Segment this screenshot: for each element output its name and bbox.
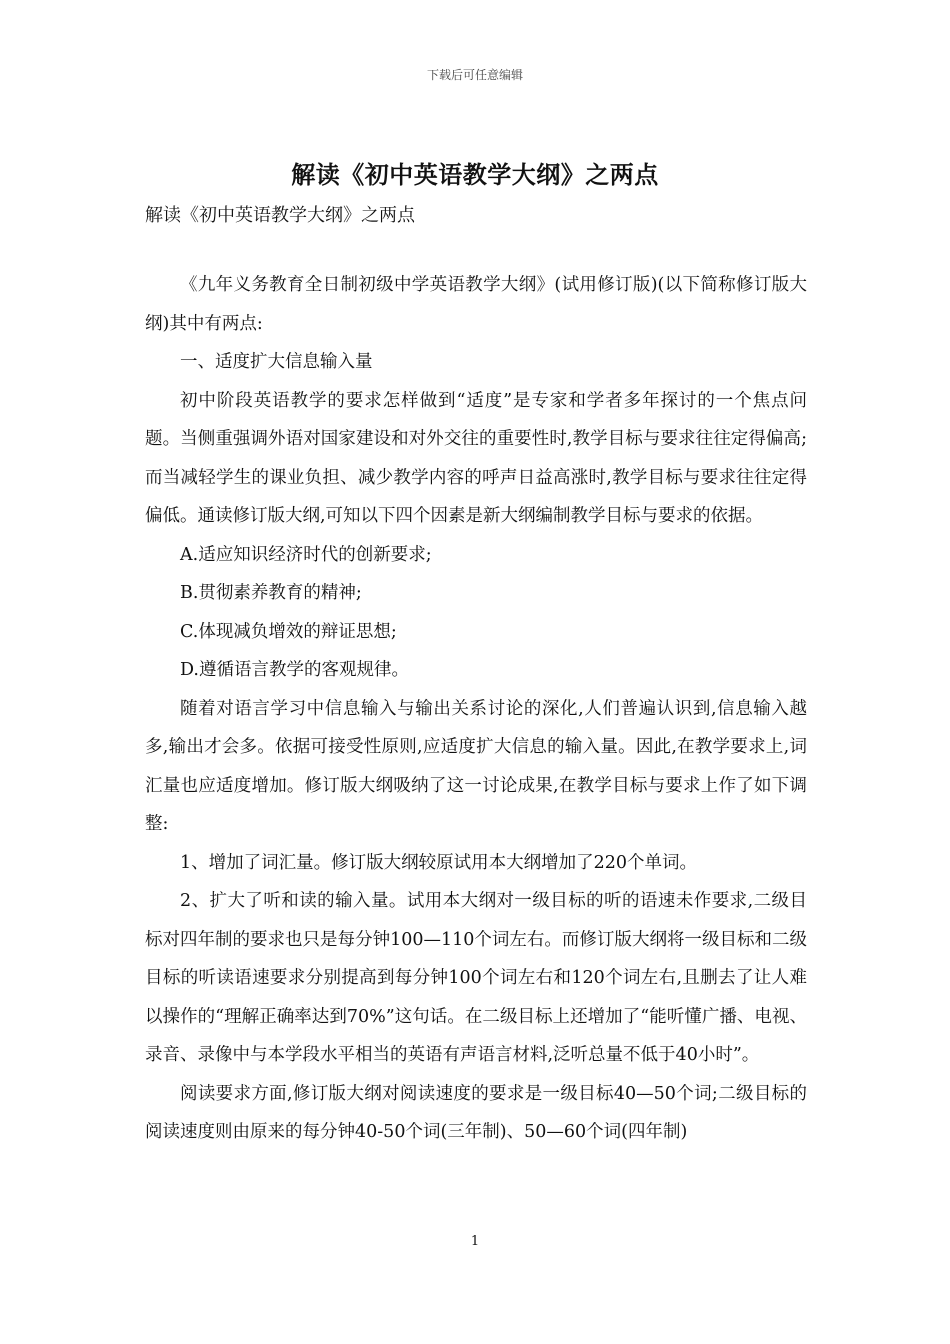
page-number: 1 [470,1234,480,1249]
paragraph: 阅读要求方面,修订版大纲对阅读速度的要求是一级目标40—50个词;二级目标的阅读速度则由原来的每分钟40-50个词(三年制)、50—60个词(四年制) [145,1083,807,1142]
numbered-item-2: 2、扩大了听和读的输入量。试用本大纲对一级目标的听的语速未作要求,二级目标对四年制的要求也只是每分钟100—110个词左右。而修订版大纲将一级目标和二级目标的听读语速要求分别提高到每分钟100个词左右和120个词左右,且删去了让人难以操作的“理解正确率达到70%”这句话。在二级目标上还增加了“能听懂广播、电视、录音、录像中与本学段水平相当的英语有声语言材料,泛听总量不低于40小时”。 [145,891,807,1065]
section-heading-1: 一、适度扩大信息输入量 [180,352,373,372]
document-title: 解读《初中英语教学大纲》之两点 [291,160,659,189]
list-item-a: A.适应知识经济时代的创新要求; [180,544,432,565]
page-header-note: 下载后可任意编辑 [426,68,523,82]
paragraph-intro: 《九年义务教育全日制初级中学英语教学大纲》(试用修订版)(以下简称修订版大纲)其中有两点: [145,275,807,334]
list-item-c: C.体现减负增效的辩证思想; [180,621,397,642]
document-subtitle: 解读《初中英语教学大纲》之两点 [145,205,415,226]
list-item-b: B.贯彻素养教育的精神; [180,583,362,603]
numbered-item-1: 1、增加了词汇量。修订版大纲较原试用本大纲增加了220个单词。 [180,852,698,873]
document-body [145,266,807,1152]
paragraph: 随着对语言学习中信息输入与输出关系讨论的深化,人们普遍认识到,信息输入越多,输出才会多。依据可接受性原则,应适度扩大信息的输入量。因此,在教学要求上,词汇量也应适度增加。修订版大纲吸纳了这一讨论成果,在教学目标与要求上作了如下调整: [145,698,807,834]
list-item-d: D.遵循语言教学的客观规律。 [180,660,409,680]
paragraph: 初中阶段英语教学的要求怎样做到“适度”是专家和学者多年探讨的一个焦点问题。当侧重强调外语对国家建设和对外交往的重要性时,教学目标与要求往往定得偏高;而当减轻学生的课业负担、减少教学内容的呼声日益高涨时,教学目标与要求往往定得偏低。通读修订版大纲,可知以下四个因素是新大纲编制教学目标与要求的依据。 [145,390,807,526]
